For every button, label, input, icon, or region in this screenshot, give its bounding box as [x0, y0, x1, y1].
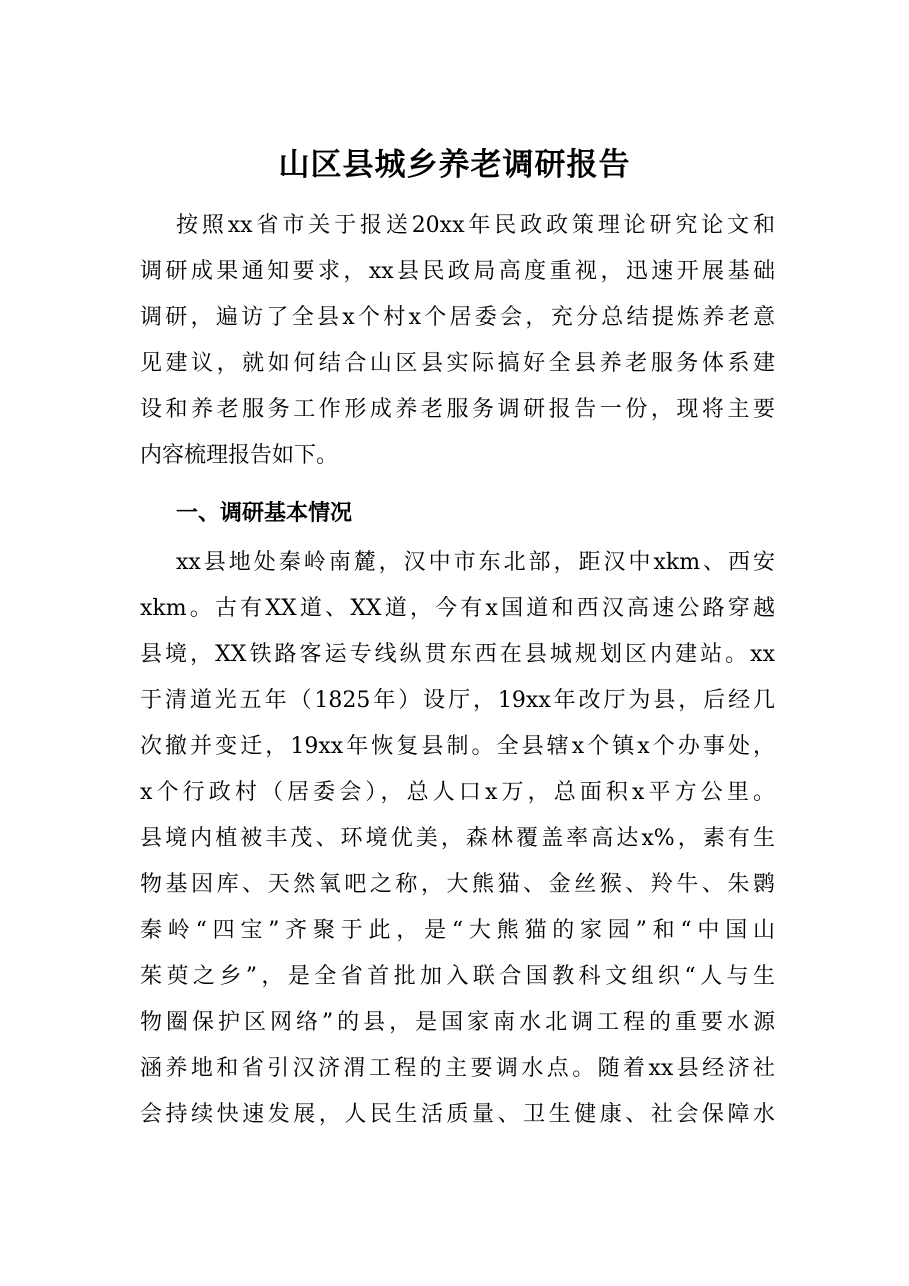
body-line: 茱萸之乡”，是全省首批加入联合国教科文组织“人与生 [140, 964, 775, 989]
body-line: 秦岭“四宝”齐聚于此，是“大熊猫的家园”和“中国山 [140, 918, 775, 943]
intro-line: 调研成果通知要求，xx县民政局高度重视，迅速开展基础 [140, 259, 775, 284]
intro-line: 按照xx省市关于报送20xx年民政政策理论研究论文和 [176, 213, 775, 238]
body-line: 涵养地和省引汉济渭工程的主要调水点。随着xx县经济社 [140, 1056, 775, 1081]
body-line: 物基因库、天然氧吧之称，大熊猫、金丝猴、羚牛、朱鹮 [140, 872, 775, 897]
body-line: 物圈保护区网络”的县，是国家南水北调工程的重要水源 [140, 1010, 775, 1035]
document-title: 山区县城乡养老调研报告 [278, 147, 631, 183]
body-line: x个行政村（居委会），总人口x万，总面积x平方公里。 [140, 780, 775, 805]
intro-line: 内容梳理报告如下。 [140, 443, 339, 468]
body-line: xx县地处秦岭南麓，汉中市东北部，距汉中xkm、西安 [176, 550, 775, 575]
body-line: 次撤并变迁，19xx年恢复县制。全县辖x个镇x个办事处， [140, 734, 775, 759]
intro-line: 调研，遍访了全县x个村x个居委会，充分总结提炼养老意 [140, 305, 775, 330]
body-line: 会持续快速发展，人民生活质量、卫生健康、社会保障水 [140, 1102, 775, 1127]
body-line: 县境，XX铁路客运专线纵贯东西在县城规划区内建站。xx [140, 642, 775, 667]
intro-line: 设和养老服务工作形成养老服务调研报告一份，现将主要 [140, 397, 775, 422]
body-line: 县境内植被丰茂、环境优美，森林覆盖率高达x%，素有生 [140, 826, 775, 851]
section-heading: 一、调研基本情况 [176, 501, 353, 526]
body-line: 于清道光五年（1825年）设厅，19xx年改厅为县，后经几 [140, 688, 775, 713]
intro-line: 见建议，就如何结合山区县实际搞好全县养老服务体系建 [140, 351, 775, 376]
body-line: xkm。古有XX道、XX道，今有x国道和西汉高速公路穿越 [140, 596, 775, 621]
